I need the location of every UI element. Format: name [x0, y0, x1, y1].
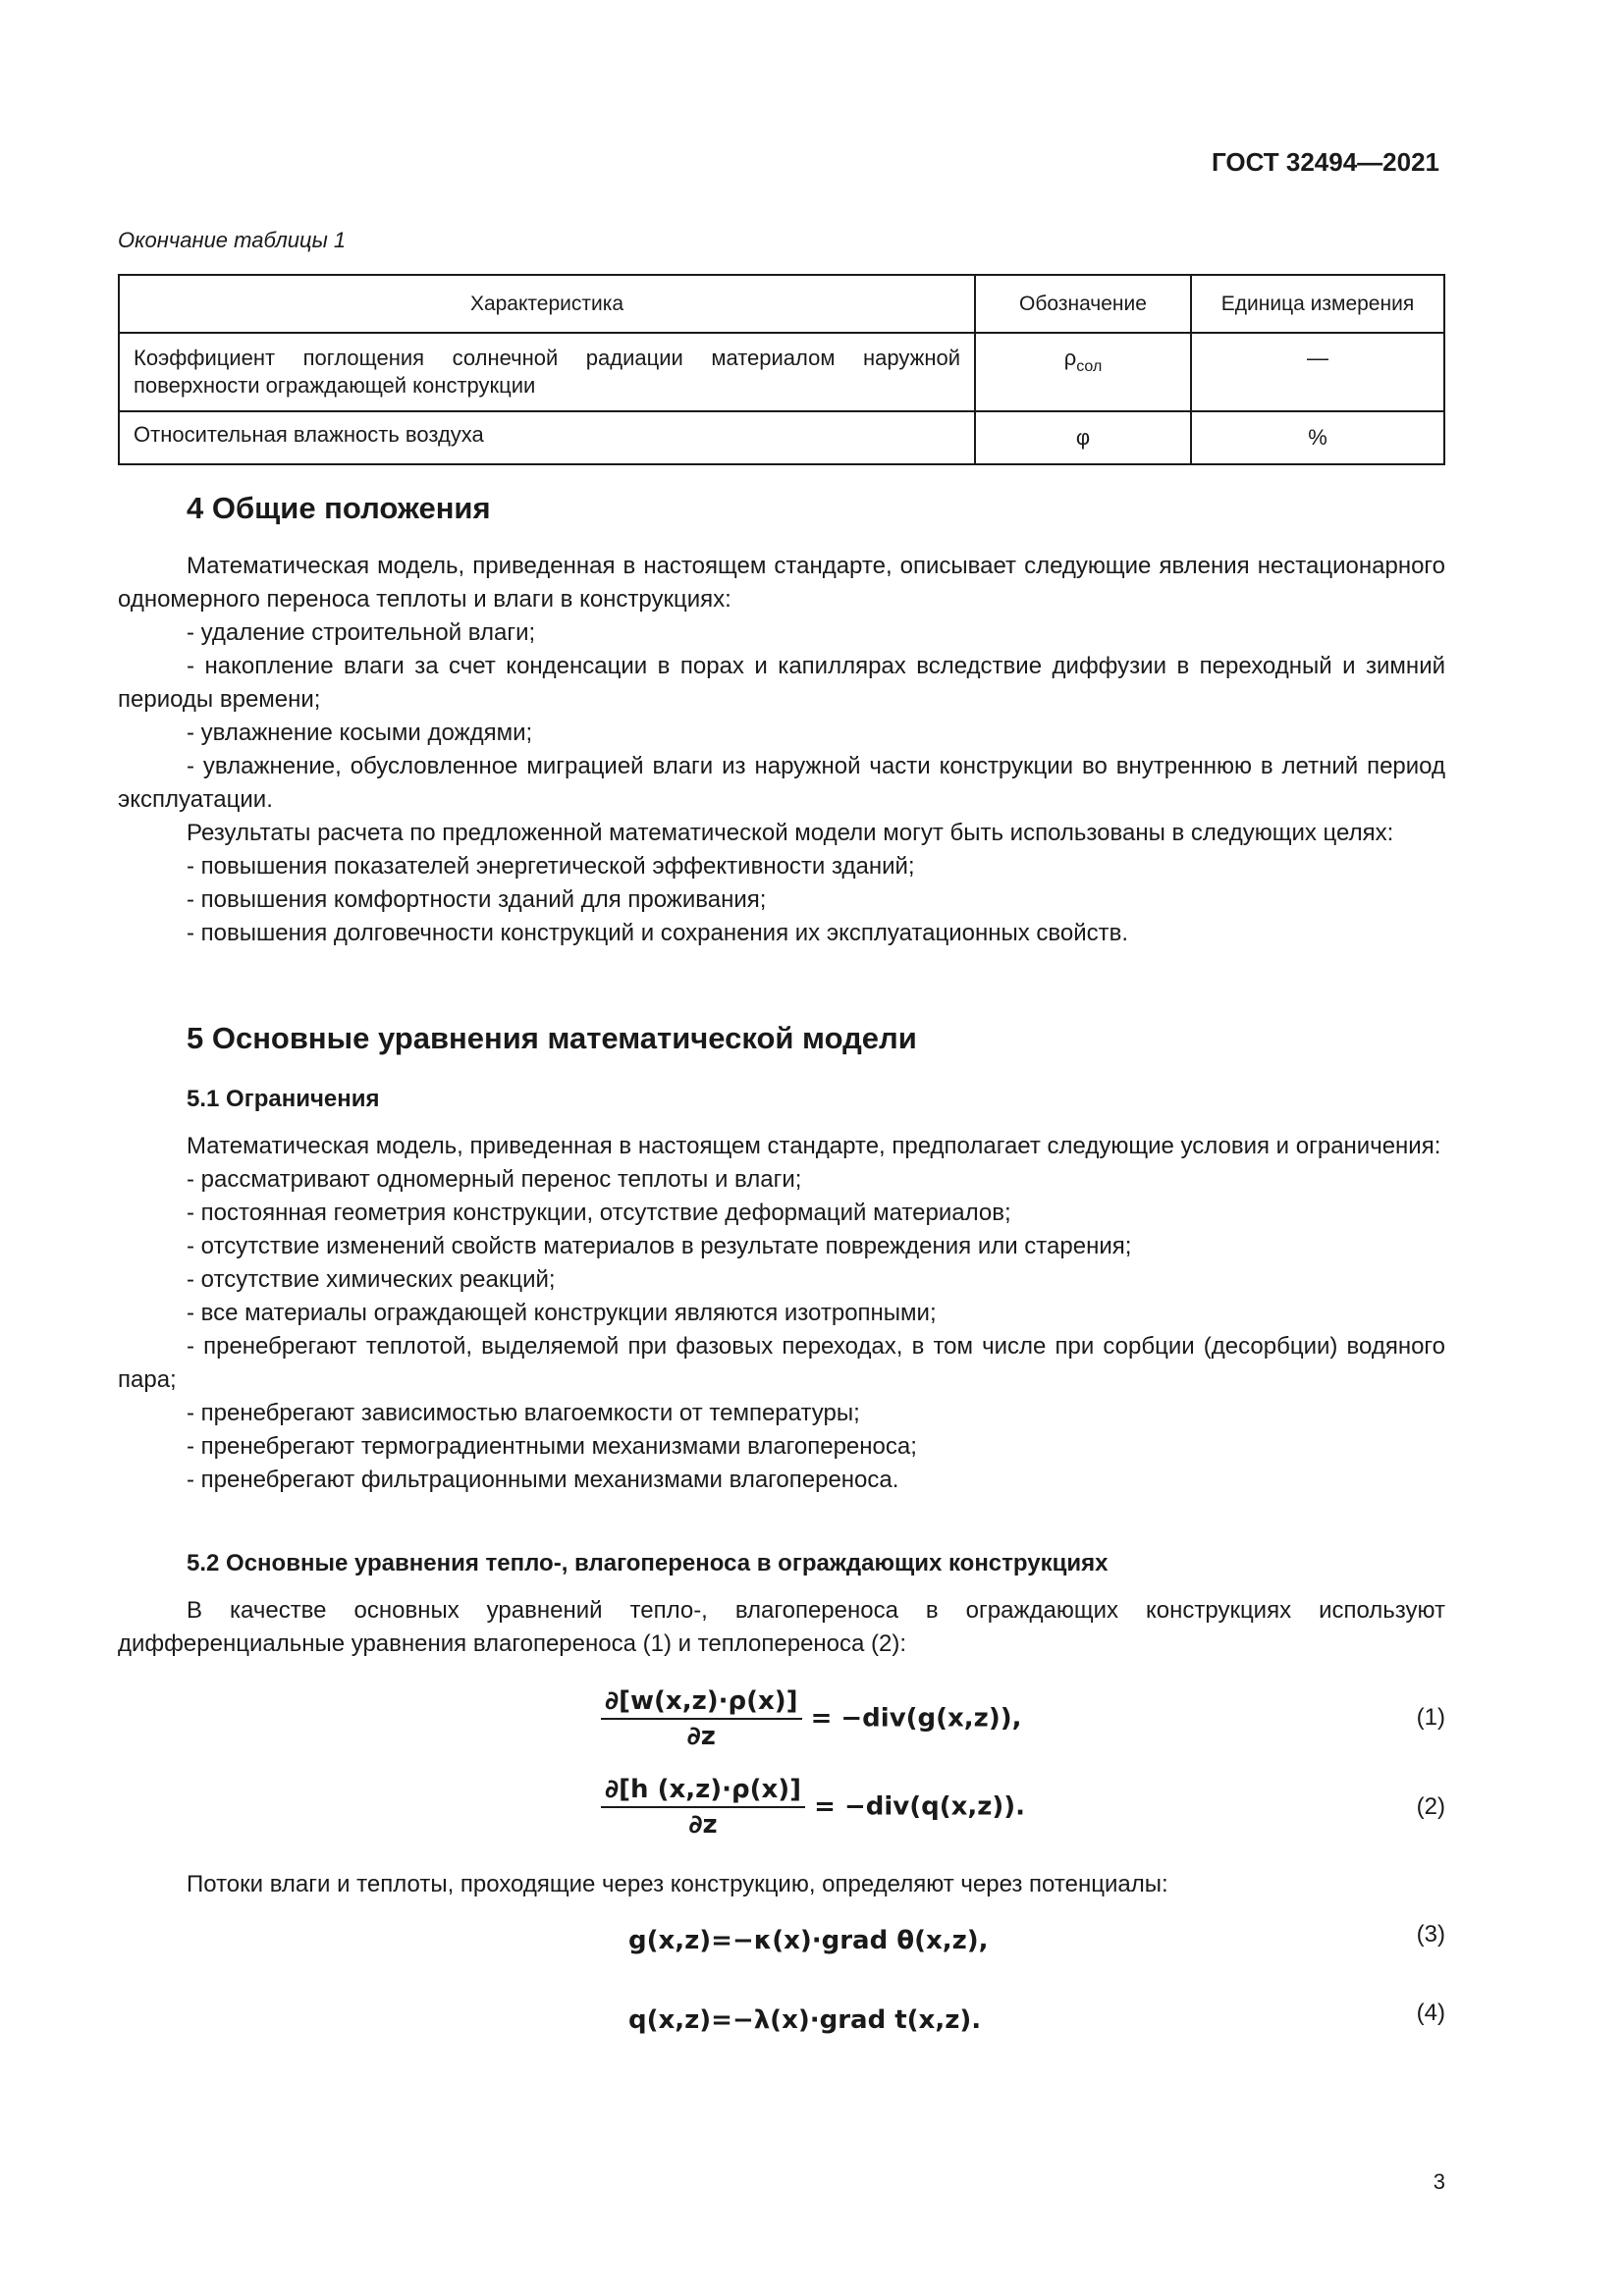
right-hand-side: = −div(g(x,z)), [810, 1703, 1022, 1734]
denominator: ∂z [686, 1722, 716, 1751]
paragraph: Математическая модель, приведенная в настоящем стандарте, описывает следующие явления нестационарного одномерного переноса теплоты и влаги в конструкциях: [118, 553, 1445, 613]
list-item: - отсутствие изменений свойств материалов в результате повреждения или старения; [187, 1233, 1132, 1259]
equation-3: g(x,z)=−κ(x)·grad θ(x,z), [628, 1926, 989, 1955]
table-row [119, 333, 1444, 411]
list-item: - накопление влаги за счет конденсации в порах и капиллярах вследствие диффузии в переходный и зимний периоды времени; [118, 653, 1445, 713]
symbol-base: ρ [1063, 346, 1077, 370]
list-item: - пренебрегают фильтрационными механизмами влагопереноса. [187, 1467, 899, 1493]
table-cell-symbol [975, 333, 1191, 411]
list-item: - пренебрегают зависимостью влагоемкости от температуры; [187, 1400, 860, 1426]
subsection-5-2-body [118, 1594, 1445, 1661]
equation-number: (4) [1416, 2000, 1445, 2026]
fraction [601, 1686, 802, 1751]
equation-number: (3) [1416, 1921, 1445, 1948]
table-caption: Окончание таблицы 1 [118, 228, 347, 252]
page-number: 3 [1433, 2169, 1445, 2194]
paragraph: Математическая модель, приведенная в настоящем стандарте, предполагает следующие условия и ограничения: [187, 1133, 1441, 1159]
list-item: - повышения комфортности зданий для проживания; [187, 886, 767, 913]
table-header-row [119, 275, 1444, 333]
equation-1 [601, 1686, 1021, 1751]
characteristics-table [118, 274, 1445, 465]
section-5-title: 5 Основные уравнения математической модели [187, 1021, 917, 1055]
list-item: - пренебрегают термоградиентными механизмами влагопереноса; [187, 1433, 917, 1460]
equation-number: (2) [1416, 1793, 1445, 1820]
list-item: - увлажнение косыми дождями; [187, 720, 533, 746]
right-hand-side: = −div(q(x,z)). [814, 1791, 1026, 1822]
equation-number: (1) [1416, 1704, 1445, 1731]
list-item: - рассматривают одномерный перенос теплоты и влаги; [187, 1166, 802, 1193]
section-4-body [118, 550, 1445, 950]
table-cell-characteristic: Относительная влажность воздуха [119, 411, 975, 464]
section-4-title: 4 Общие положения [187, 491, 491, 525]
subsection-5-1-title: 5.1 Ограничения [187, 1086, 380, 1112]
paragraph: Потоки влаги и теплоты, проходящие через конструкцию, определяют через потенциалы: [187, 1871, 1168, 1897]
list-item: - пренебрегают теплотой, выделяемой при фазовых переходах, в том числе при сорбции (десорбции) водяного пара; [118, 1333, 1445, 1393]
symbol-subscript: сол [1076, 358, 1103, 375]
list-item: - отсутствие химических реакций; [187, 1266, 556, 1293]
subsection-5-1-body [118, 1130, 1445, 1497]
numerator: ∂[h (x,z)·ρ(x)] [601, 1775, 805, 1808]
document-number: ГОСТ 32494—2021 [1212, 147, 1439, 177]
paragraph: В качестве основных уравнений тепло-, влагопереноса в ограждающих конструкциях используют дифференциальные уравнения влагопереноса (1) и теплопереноса (2): [118, 1597, 1445, 1657]
list-item: - повышения долговечности конструкций и сохранения их эксплуатационных свойств. [187, 920, 1129, 946]
equation-4: q(x,z)=−λ(x)·grad t(x,z). [628, 2005, 982, 2035]
subsection-5-2-title: 5.2 Основные уравнения тепло-, влагопереноса в ограждающих конструкциях [187, 1550, 1109, 1576]
fraction [601, 1775, 805, 1840]
equation-2 [601, 1775, 1025, 1840]
list-item: - увлажнение, обусловленное миграцией влаги из наружной части конструкции во внутреннюю в летний период эксплуатации. [118, 753, 1445, 813]
list-item: - все материалы ограждающей конструкции являются изотропными; [187, 1300, 937, 1326]
table-row [119, 411, 1444, 464]
flows-paragraph [118, 1868, 1445, 1901]
column-header: Обозначение [975, 275, 1191, 333]
paragraph: Результаты расчета по предложенной математической модели могут быть использованы в следующих целях: [187, 820, 1394, 846]
numerator: ∂[w(x,z)·ρ(x)] [601, 1686, 802, 1720]
table-cell-unit: — [1191, 333, 1444, 411]
table-cell-unit: % [1191, 411, 1444, 464]
list-item: - повышения показателей энергетической эффективности зданий; [187, 853, 915, 880]
column-header: Характеристика [119, 275, 975, 333]
list-item: - удаление строительной влаги; [187, 619, 536, 646]
list-item: - постоянная геометрия конструкции, отсутствие деформаций материалов; [187, 1200, 1011, 1226]
table-cell-characteristic: Коэффициент поглощения солнечной радиации материалом наружной поверхности ограждающей конструкции [119, 333, 975, 411]
column-header: Единица измерения [1191, 275, 1444, 333]
denominator: ∂z [688, 1810, 718, 1840]
table-cell-symbol: φ [975, 411, 1191, 464]
